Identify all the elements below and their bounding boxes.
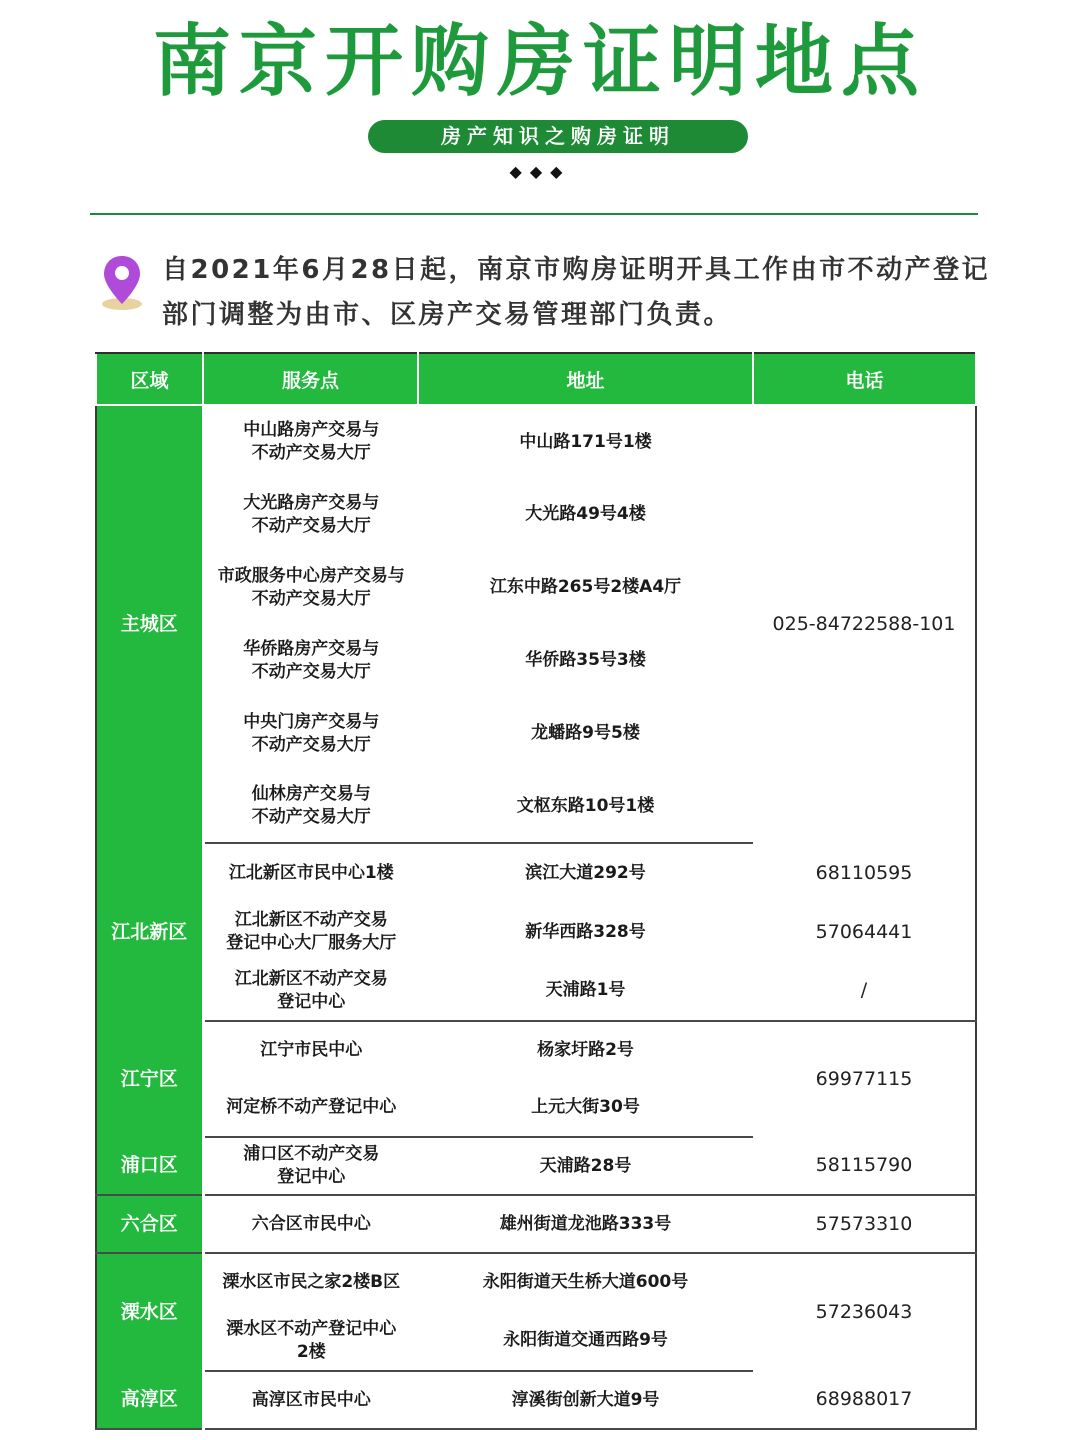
notice-text: 自2021年6月28日起，南京市购房证明开具工作由市不动产登记部门调整为由市、区房产交易管理部门负责。	[162, 255, 991, 330]
table-row	[96, 843, 976, 903]
header-address: 地址	[418, 353, 753, 405]
table-row	[96, 1021, 976, 1079]
address-cell: 上元大街30号	[418, 1079, 753, 1137]
district-cell: 江宁区	[96, 1021, 203, 1137]
service-point-table	[95, 352, 977, 1430]
table-row	[96, 1195, 976, 1253]
phone-cell: 025-84722588-101	[772, 613, 956, 635]
service-cell: 江北新区不动产交易 登记中心	[203, 961, 418, 1021]
address-cell: 天浦路1号	[418, 961, 753, 1021]
phone-cell: 58115790	[753, 1137, 976, 1195]
district-cell: 浦口区	[96, 1137, 203, 1195]
header-district: 区域	[96, 353, 203, 405]
service-cell: 六合区市民中心	[203, 1195, 418, 1253]
service-cell: 高淳区市民中心	[203, 1371, 418, 1429]
address-cell: 滨江大道292号	[525, 863, 646, 883]
header-phone: 电话	[753, 353, 976, 405]
service-cell: 浦口区不动产交易 登记中心	[203, 1137, 418, 1195]
service-cell: 江北新区市民中心1楼	[228, 863, 394, 883]
header-service: 服务点	[203, 353, 418, 405]
address-cell: 天浦路28号	[418, 1137, 753, 1195]
location-pin-icon	[98, 252, 146, 312]
district-cell: 溧水区	[96, 1253, 203, 1371]
district-cell: 主城区	[96, 405, 203, 843]
service-cell: 中央门房产交易与 不动产交易大厅	[243, 711, 380, 755]
address-cell: 华侨路35号3楼	[525, 650, 646, 670]
table-row	[96, 1371, 976, 1429]
district-cell: 六合区	[96, 1195, 203, 1253]
subtitle-banner: 房产知识之购房证明	[368, 120, 748, 153]
service-cell: 市政服务中心房产交易与 不动产交易大厅	[217, 565, 405, 609]
service-cell: 河定桥不动产登记中心	[203, 1079, 418, 1137]
district-cell: 高淳区	[96, 1371, 203, 1429]
table-row	[96, 903, 976, 961]
phone-cell: 57573310	[753, 1195, 976, 1253]
address-cell: 龙蟠路9号5楼	[531, 723, 640, 743]
address-cell: 淳溪街创新大道9号	[418, 1371, 753, 1429]
page-title: 南京开购房证明地点	[152, 17, 927, 107]
address-cell: 新华西路328号	[525, 921, 646, 942]
service-cell: 中山路房产交易与 不动产交易大厅	[243, 420, 380, 463]
address-cell: 杨家圩路2号	[537, 1040, 634, 1060]
phone-cell: 68110595	[815, 861, 913, 884]
phone-cell: 69977115	[815, 1068, 913, 1090]
phone-cell: 57064441	[815, 920, 913, 943]
table-row	[96, 961, 976, 1021]
service-cell: 溧水区不动产登记中心 2楼	[203, 1311, 418, 1371]
phone-cell: 68988017	[753, 1371, 976, 1429]
service-cell: 江北新区不动产交易 登记中心大厂服务大厅	[226, 910, 397, 953]
divider-line	[90, 213, 978, 215]
address-cell: 中山路171号1楼	[519, 431, 652, 452]
address-cell: 永阳街道天生桥大道600号	[482, 1272, 689, 1292]
address-cell: 雄州街道龙池路333号	[418, 1195, 753, 1253]
address-cell: 文枢东路10号1楼	[418, 770, 753, 843]
service-cell: 大光路房产交易与 不动产交易大厅	[243, 492, 380, 536]
service-cell: 华侨路房产交易与 不动产交易大厅	[243, 638, 380, 682]
phone-cell: /	[753, 961, 976, 1021]
table-row	[96, 405, 976, 478]
table-row	[96, 1253, 976, 1311]
address-cell: 大光路49号4楼	[525, 504, 646, 524]
service-cell: 仙林房产交易与 不动产交易大厅	[203, 770, 418, 843]
address-cell: 江东中路265号2楼A4厅	[489, 577, 682, 597]
address-cell: 永阳街道交通西路9号	[418, 1311, 753, 1371]
table-row	[96, 1137, 976, 1195]
table-header-row	[96, 353, 976, 405]
phone-cell: 57236043	[815, 1301, 913, 1323]
district-cell: 江北新区	[96, 843, 203, 1021]
service-cell: 溧水区市民之家2楼B区	[222, 1272, 401, 1292]
diamond-ornament: ◆◆◆	[509, 162, 571, 181]
service-cell: 江宁市民中心	[260, 1040, 363, 1060]
